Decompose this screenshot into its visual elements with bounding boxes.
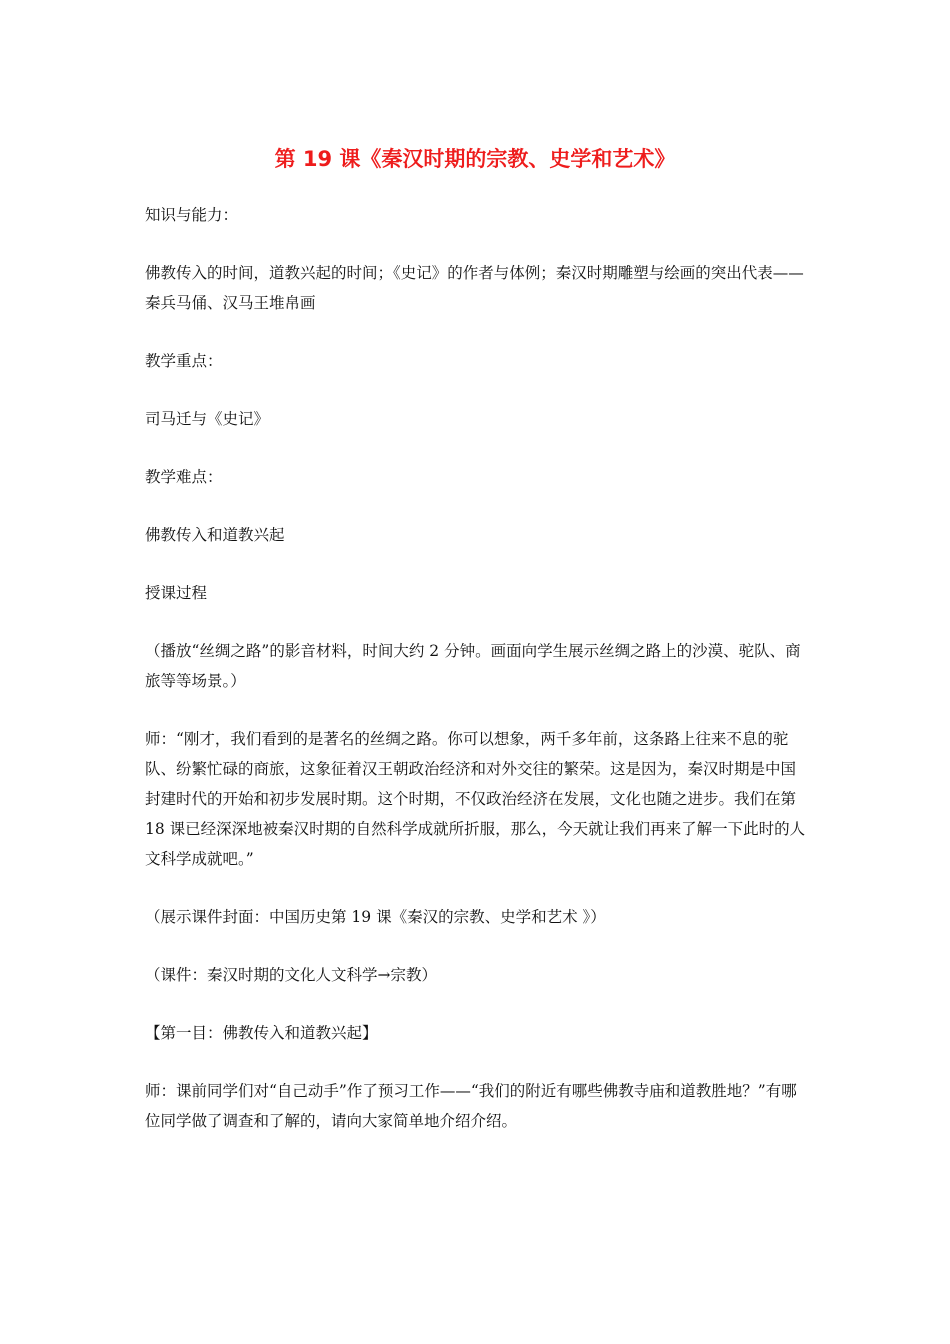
- subsection-heading-first: 【第一目：佛教传入和道教兴起】: [145, 1024, 378, 1042]
- document-body: [145, 200, 810, 1136]
- section-heading-key-points: 教学重点：: [145, 352, 223, 370]
- process-paragraph-courseware-cover: （展示课件封面：中国历史第 19 课《秦汉的宗教、史学和艺术 》）: [145, 908, 606, 926]
- section-heading-process: 授课过程: [145, 584, 208, 602]
- process-paragraph-teacher-question: 师：课前同学们对“自己动手”作了预习工作——“我们的附近有哪些佛教寺庙和道教胜地？”有哪位同学做了调查和了解的，请向大家简单地介绍介绍。: [145, 1082, 797, 1130]
- section-heading-knowledge: 知识与能力：: [145, 206, 239, 224]
- lesson-title: 第 19 课《秦汉时期的宗教、史学和艺术》: [274, 147, 676, 171]
- process-paragraph-courseware-religion: （课件：秦汉时期的文化人文科学→宗教）: [145, 966, 437, 984]
- difficulties-content: 佛教传入和道教兴起: [145, 526, 285, 544]
- knowledge-content: 佛教传入的时间，道教兴起的时间；《史记》的作者与体例；秦汉时期雕塑与绘画的突出代表——秦兵马俑、汉马王堆帛画: [145, 264, 804, 312]
- section-heading-difficulties: 教学难点：: [145, 468, 223, 486]
- process-paragraph-teacher-intro: 师：“刚才，我们看到的是著名的丝绸之路。你可以想象，两千多年前，这条路上往来不息的驼队、纷繁忙碌的商旅，这象征着汉王朝政治经济和对外交往的繁荣。这是因为，秦汉时期是中国封建时代的开始和初步发展时期。这个时期，不仅政治经济在发展，文化也随之进步。我们在第 18 课已经深深地被秦汉时期的自然科学成就所折服，那么，今天就让我们再来了解一下此时的人文科学成就吧。”: [145, 730, 806, 868]
- process-paragraph-video: （播放“丝绸之路”的影音材料，时间大约 2 分钟。画面向学生展示丝绸之路上的沙漠、驼队、商旅等等场景。）: [145, 642, 801, 690]
- key-points-content: 司马迁与《史记》: [145, 410, 270, 428]
